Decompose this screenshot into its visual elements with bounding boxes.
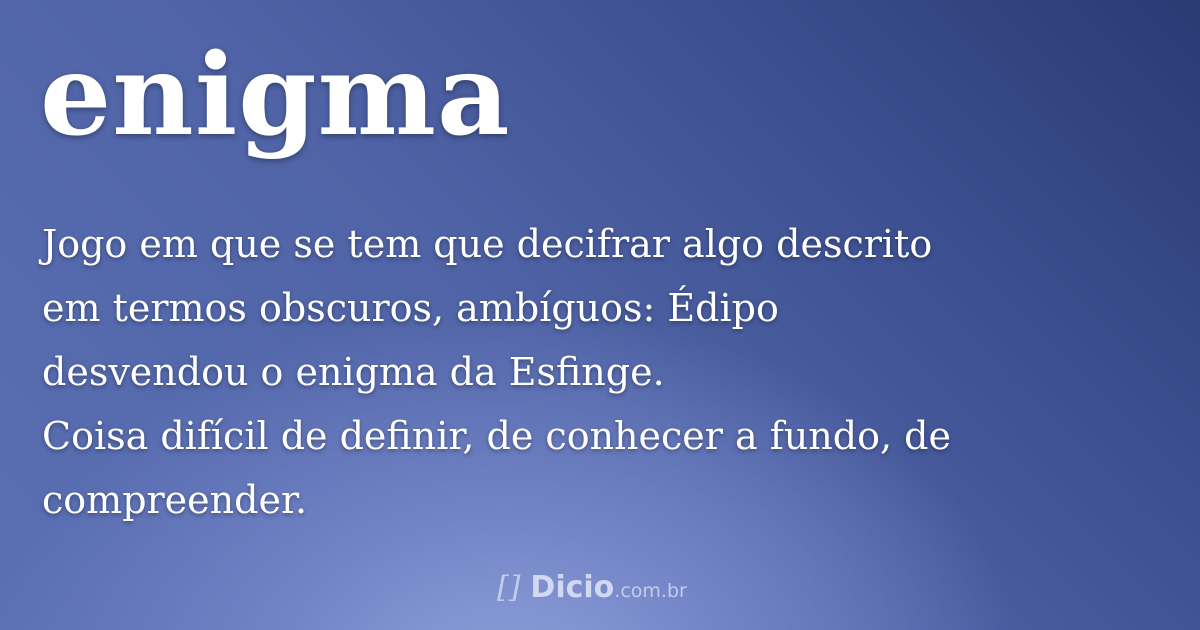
definition-block — [42, 212, 1152, 532]
entry-word: enigma — [40, 30, 511, 161]
bracket-quote-icon: [] — [497, 570, 521, 605]
dicio-logo — [497, 570, 687, 610]
definition-line: em termos obscuros, ambíguos: Édipo — [42, 286, 779, 330]
logo-domain: .com.br — [614, 580, 687, 602]
definition-line: desvendou o enigma da Esfinge. — [42, 350, 665, 394]
definition-line: compreender. — [42, 478, 308, 522]
logo-name: Dicio — [530, 570, 615, 605]
definition-line: Coisa difícil de definir, de conhecer a fundo, de — [42, 414, 951, 458]
definition-line: Jogo em que se tem que decifrar algo descrito — [42, 222, 933, 266]
